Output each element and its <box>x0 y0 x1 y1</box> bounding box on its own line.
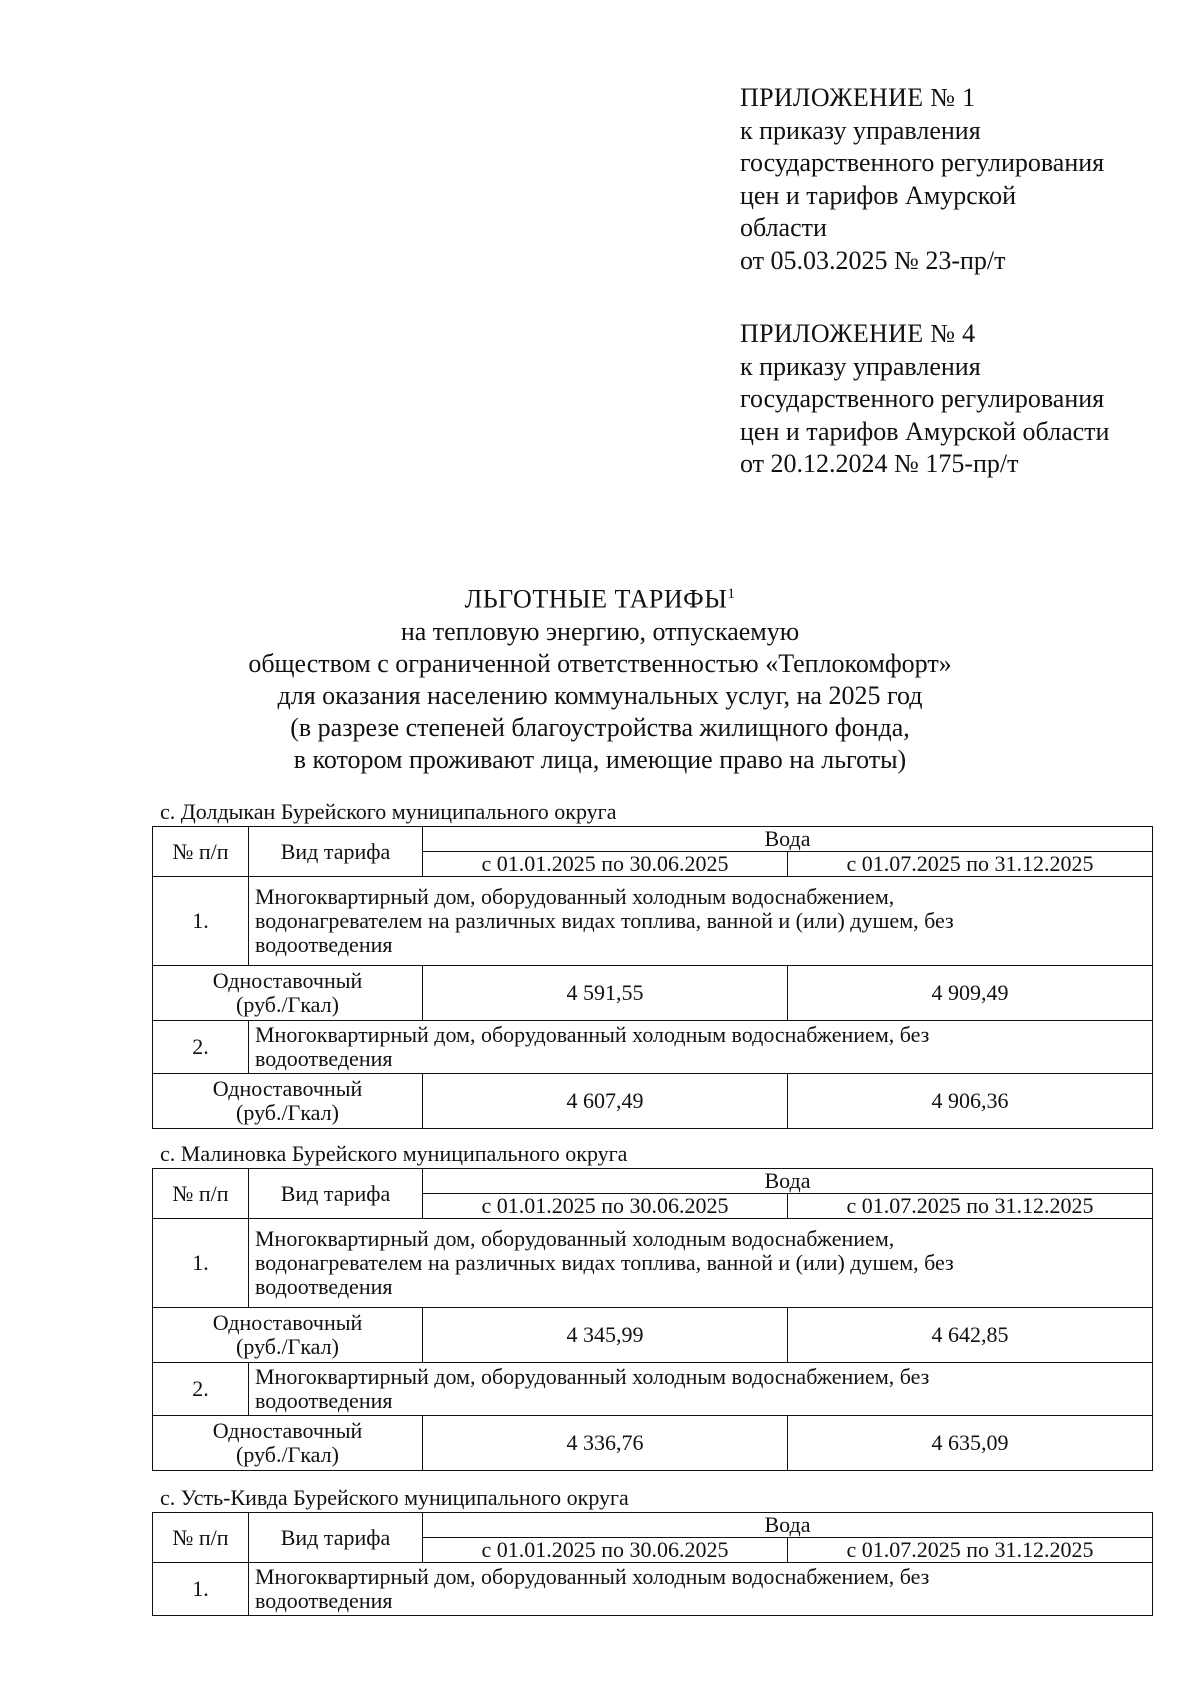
footnote-mark: 1 <box>727 586 736 602</box>
row-description <box>249 1363 1153 1416</box>
header-period-1: с 01.01.2025 по 30.06.2025 <box>423 1538 788 1563</box>
row-num: 1. <box>153 1219 249 1308</box>
document-title <box>150 578 1050 616</box>
header-period-2: с 01.07.2025 по 31.12.2025 <box>788 1538 1153 1563</box>
tariff-value-period-1: 4 336,76 <box>423 1416 788 1471</box>
tariff-label-line-1: Одноставочный <box>212 968 363 993</box>
tariff-label-line-1: Одноставочный <box>212 1310 363 1335</box>
header-period-1: с 01.01.2025 по 30.06.2025 <box>423 852 788 877</box>
row-description-line: Многоквартирный дом, оборудованный холодным водоснабжением, без <box>255 1022 930 1047</box>
row-num: 2. <box>153 1021 249 1074</box>
header-period-2: с 01.07.2025 по 31.12.2025 <box>788 852 1153 877</box>
document-title-block <box>150 578 1050 776</box>
locality-label: с. Усть-Кивда Бурейского муниципального округа <box>160 1485 629 1510</box>
tariff-value-period-1: 4 607,49 <box>423 1074 788 1129</box>
tariff-label-line-2: (руб./Гкал) <box>236 1334 339 1359</box>
tariff-value-period-2: 4 906,36 <box>788 1074 1153 1129</box>
tariff-value-period-1: 4 345,99 <box>423 1308 788 1363</box>
header-period-2: с 01.07.2025 по 31.12.2025 <box>788 1194 1153 1219</box>
header-water: Вода <box>423 1513 1153 1538</box>
tariff-label-line-2: (руб./Гкал) <box>236 992 339 1017</box>
header-kind: Вид тарифа <box>249 827 423 877</box>
appendix-1-line: к приказу управления <box>740 115 981 145</box>
row-description-line: Многоквартирный дом, оборудованный холодным водоснабжением, <box>255 1226 895 1251</box>
appendix-4-block <box>740 318 1109 481</box>
tariff-value-period-2: 4 909,49 <box>788 966 1153 1021</box>
tariff-table <box>152 826 1153 1129</box>
row-description <box>249 1021 1153 1074</box>
tariff-label-line-1: Одноставочный <box>212 1076 363 1101</box>
row-description-line: водонагревателем на различных видах топлива, ванной и (или) душем, без <box>255 1250 954 1275</box>
row-description-line: водоотведения <box>255 1274 393 1299</box>
row-description-line: водоотведения <box>255 932 393 957</box>
title-line: обществом с ограниченной ответственностью «Теплокомфорт» <box>248 648 952 678</box>
row-description-line: водонагревателем на различных видах топлива, ванной и (или) душем, без <box>255 908 954 933</box>
row-description-line: Многоквартирный дом, оборудованный холодным водоснабжением, без <box>255 1364 930 1389</box>
appendix-4-line: от 20.12.2024 № 175-пр/т <box>740 449 1019 478</box>
title-line: на тепловую энергию, отпускаемую <box>400 616 800 646</box>
row-description-line: водоотведения <box>255 1388 393 1413</box>
appendix-1-heading: ПРИЛОЖЕНИЕ № 1 <box>740 83 976 112</box>
appendix-4-line: цен и тарифов Амурской области <box>740 416 1110 446</box>
header-water: Вода <box>423 827 1153 852</box>
tariff-label <box>153 1308 423 1363</box>
tariff-table <box>152 1512 1153 1616</box>
tariff-value-period-2: 4 635,09 <box>788 1416 1153 1471</box>
tariff-label <box>153 1074 423 1129</box>
locality-label: с. Долдыкан Бурейского муниципального округа <box>160 799 617 824</box>
header-num: № п/п <box>153 827 249 877</box>
appendix-1-line: области <box>740 213 827 242</box>
tariff-table <box>152 1168 1153 1471</box>
tariff-label <box>153 1416 423 1471</box>
header-kind: Вид тарифа <box>249 1513 423 1563</box>
tariff-label-line-1: Одноставочный <box>212 1418 363 1443</box>
tariff-label <box>153 966 423 1021</box>
title-line: в котором проживают лица, имеющие право на льготы) <box>293 744 907 774</box>
row-description-line: Многоквартирный дом, оборудованный холодным водоснабжением, без <box>255 1564 930 1589</box>
row-num: 1. <box>153 877 249 966</box>
tariff-value-period-1: 4 591,55 <box>423 966 788 1021</box>
header-water: Вода <box>423 1169 1153 1194</box>
tariff-label-line-2: (руб./Гкал) <box>236 1100 339 1125</box>
appendix-4-heading: ПРИЛОЖЕНИЕ № 4 <box>740 319 976 348</box>
row-description-line: водоотведения <box>255 1588 393 1613</box>
row-num: 1. <box>153 1563 249 1616</box>
tariff-value-period-2: 4 642,85 <box>788 1308 1153 1363</box>
locality-label: с. Малиновка Бурейского муниципального округа <box>160 1141 628 1166</box>
appendix-1-line: от 05.03.2025 № 23-пр/т <box>740 245 1006 275</box>
appendix-1-line: государственного регулирования <box>740 148 1105 177</box>
title-line: (в разрезе степеней благоустройства жилищного фонда, <box>290 712 910 742</box>
row-description-line: водоотведения <box>255 1046 393 1071</box>
header-num: № п/п <box>153 1169 249 1219</box>
appendix-4-line: государственного регулирования <box>740 384 1105 413</box>
row-description <box>249 1563 1153 1616</box>
row-description <box>249 877 1153 966</box>
appendix-4-line: к приказу управления <box>740 351 981 381</box>
document-title-text: ЛЬГОТНЫЕ ТАРИФЫ <box>464 584 728 614</box>
header-period-1: с 01.01.2025 по 30.06.2025 <box>423 1194 788 1219</box>
row-num: 2. <box>153 1363 249 1416</box>
appendix-1-line: цен и тарифов Амурской <box>740 180 1017 210</box>
tariff-label-line-2: (руб./Гкал) <box>236 1442 339 1467</box>
title-line: для оказания населению коммунальных услуг, на 2025 год <box>277 680 923 710</box>
row-description-line: Многоквартирный дом, оборудованный холодным водоснабжением, <box>255 884 895 909</box>
row-description <box>249 1219 1153 1308</box>
appendix-1-block <box>740 82 1104 277</box>
header-num: № п/п <box>153 1513 249 1563</box>
header-kind: Вид тарифа <box>249 1169 423 1219</box>
